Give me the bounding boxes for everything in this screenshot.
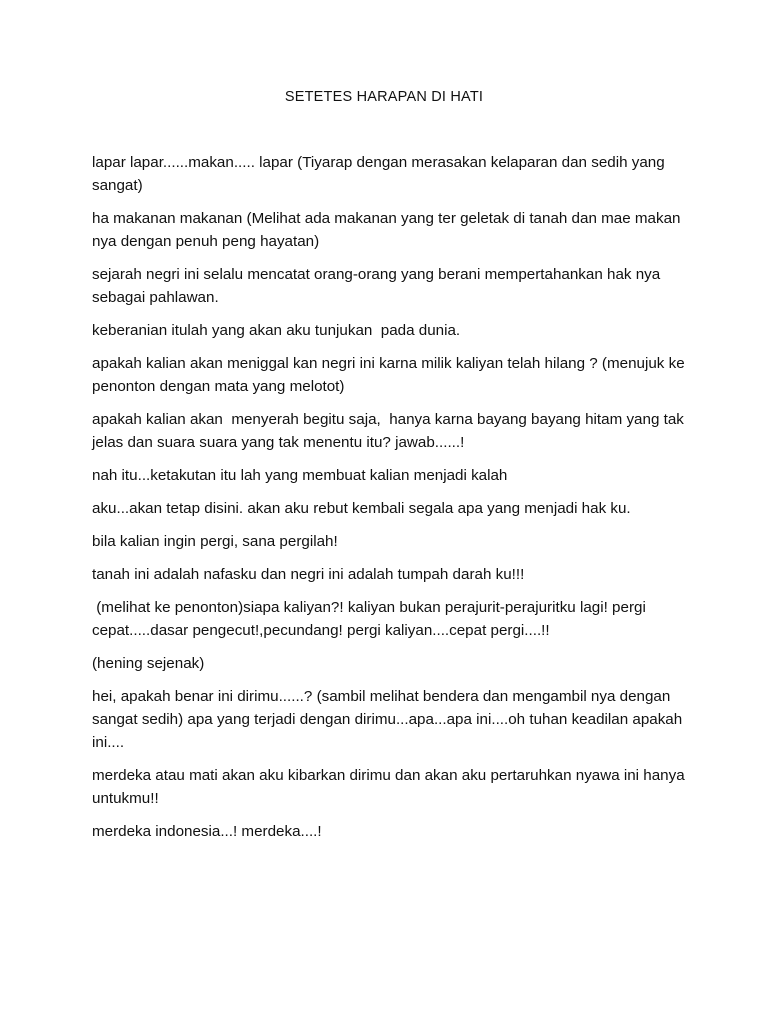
document-body — [92, 151, 692, 853]
paragraph-13: hei, apakah benar ini dirimu......? (sambil melihat bendera dan mengambil nya dengan sangat sedih) apa yang terjadi dengan dirimu...apa...apa ini....oh tuhan keadilan apakah ini.... — [92, 688, 687, 751]
paragraph-6: apakah kalian akan menyerah begitu saja, hanya karna bayang bayang hitam yang tak jelas dan suara suara yang tak menentu itu? jawab......! — [92, 411, 689, 451]
paragraph-15: merdeka indonesia...! merdeka....! — [92, 823, 322, 840]
paragraph-9: bila kalian ingin pergi, sana pergilah! — [92, 533, 338, 550]
document-title: SETETES HARAPAN DI HATI — [284, 89, 484, 105]
paragraph-12: (hening sejenak) — [92, 655, 205, 672]
paragraph-7: nah itu...ketakutan itu lah yang membuat kalian menjadi kalah — [92, 467, 508, 484]
paragraph-4: keberanian itulah yang akan aku tunjukan pada dunia. — [92, 322, 461, 339]
paragraph-11: (melihat ke penonton)siapa kaliyan?! kaliyan bukan perajurit-perajuritku lagi! pergi cepat.....dasar pengecut!,pecundang! pergi kaliyan....cepat pergi....!! — [92, 599, 651, 639]
paragraph-2: ha makanan makanan (Melihat ada makanan yang ter geletak di tanah dan mae makan nya dengan penuh peng hayatan) — [92, 210, 685, 250]
paragraph-14: merdeka atau mati akan aku kibarkan dirimu dan akan aku pertaruhkan nyawa ini hanya untukmu!! — [92, 767, 689, 807]
paragraph-5: apakah kalian akan meniggal kan negri ini karna milik kaliyan telah hilang ? (menujuk ke penonton dengan mata yang melotot) — [92, 355, 689, 395]
paragraph-10: tanah ini adalah nafasku dan negri ini adalah tumpah darah ku!!! — [92, 566, 525, 583]
paragraph-3: sejarah negri ini selalu mencatat orang-orang yang berani mempertahankan hak nya sebagai pahlawan. — [92, 266, 669, 306]
paragraph-8: aku...akan tetap disini. akan aku rebut kembali segala apa yang menjadi hak ku. — [92, 500, 631, 517]
paragraph-1: lapar lapar......makan..... lapar (Tiyarap dengan merasakan kelaparan dan sedih yang sangat) — [92, 154, 669, 194]
